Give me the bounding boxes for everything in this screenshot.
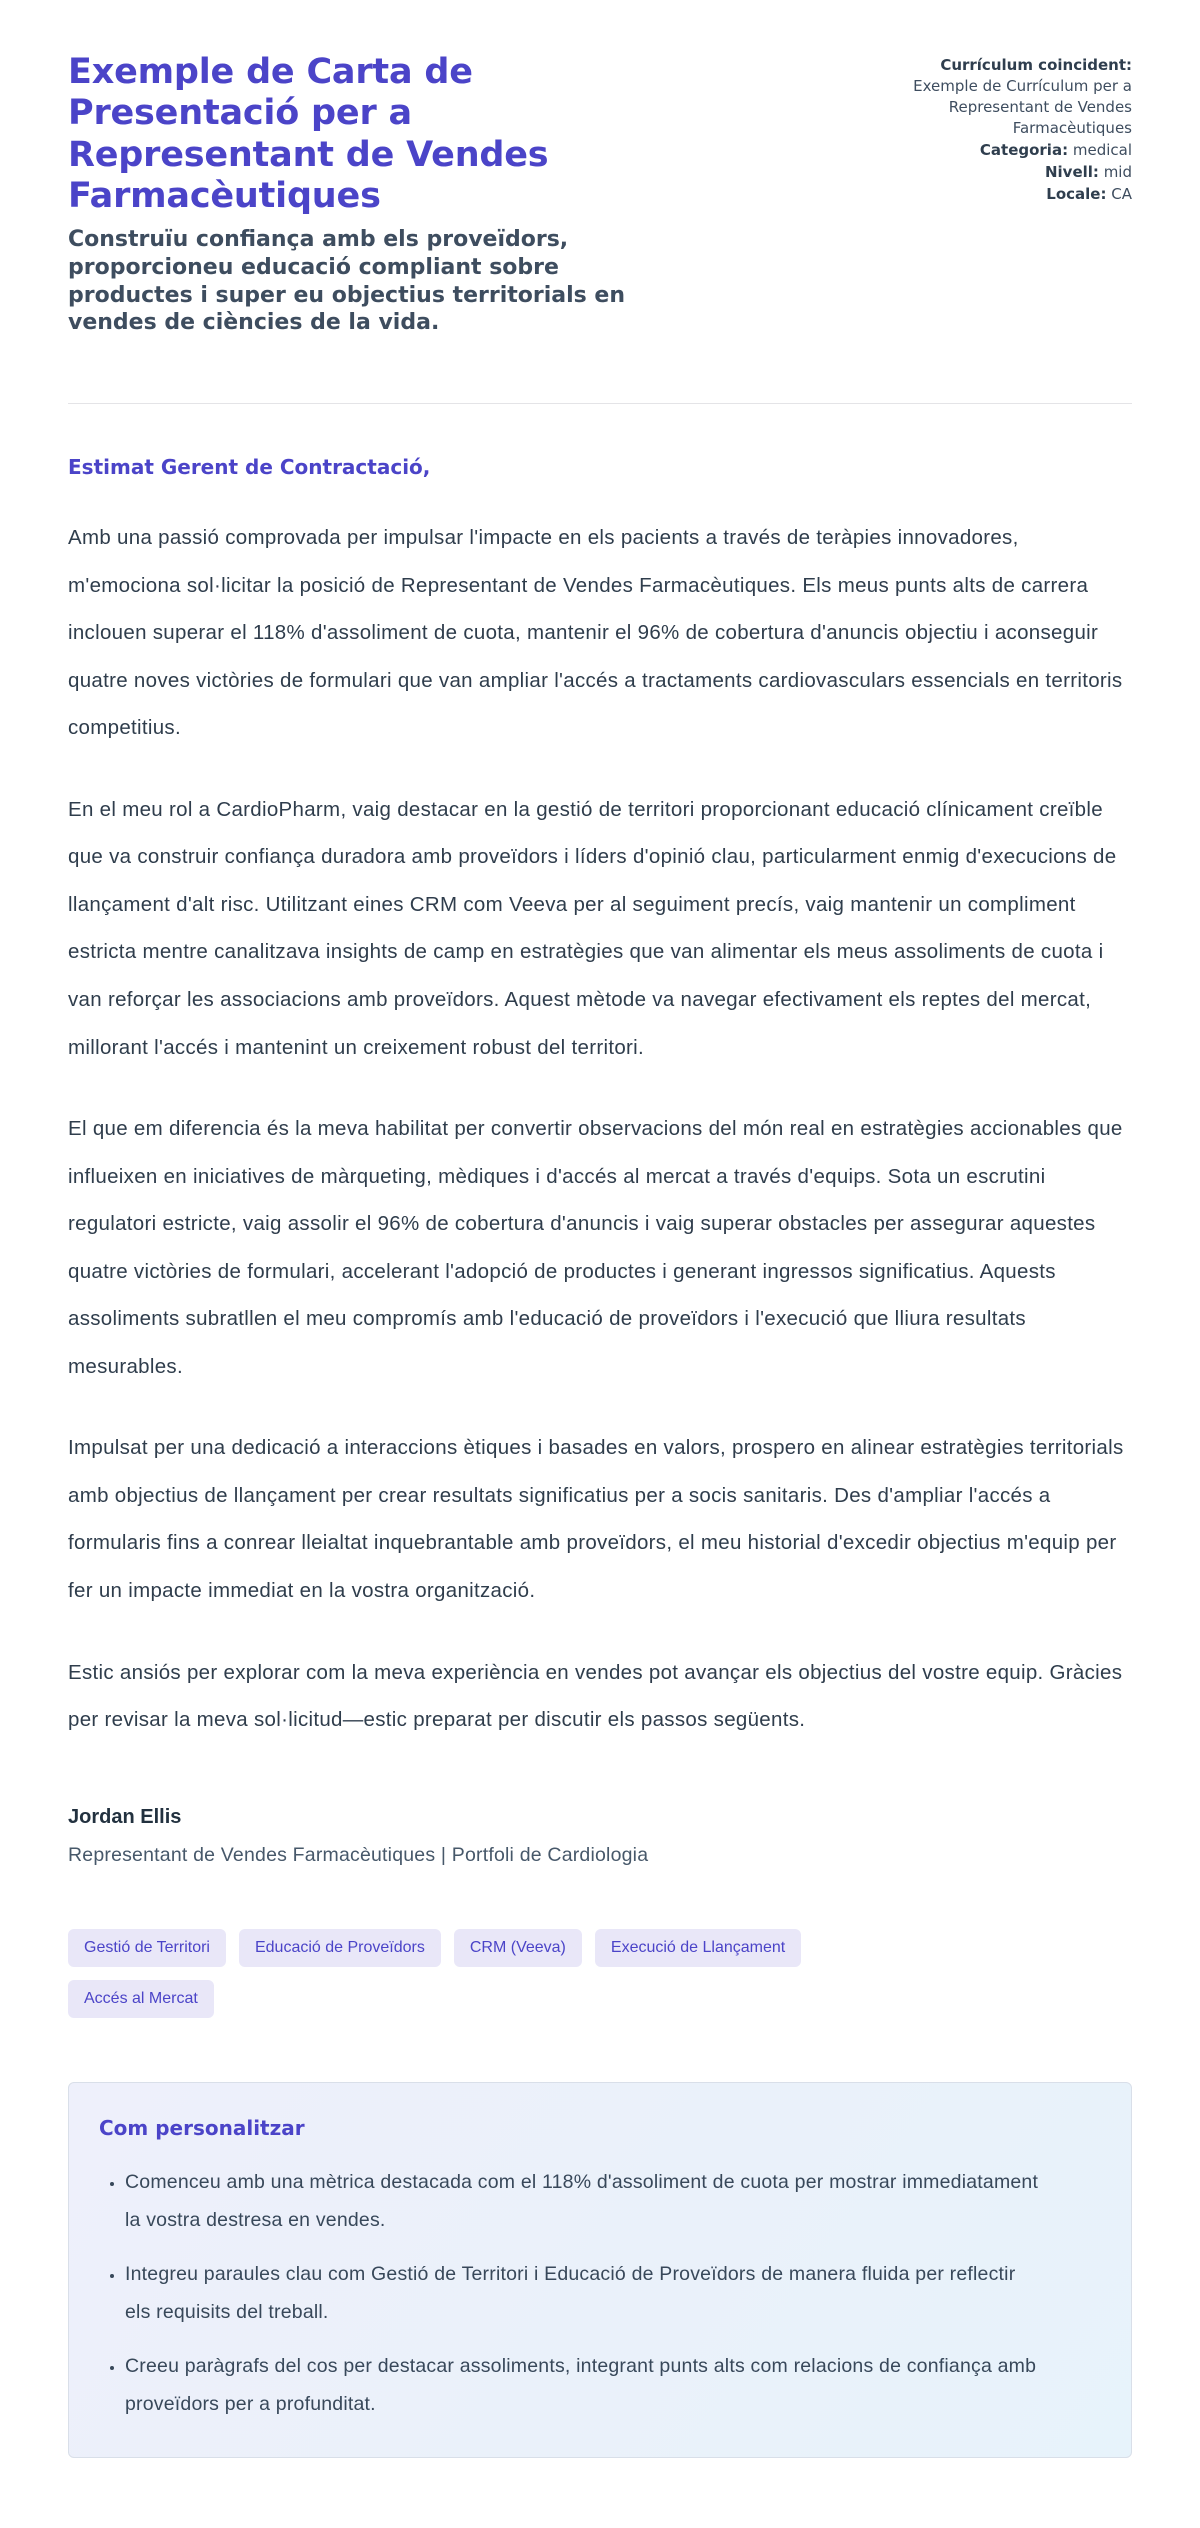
title-block [68,52,688,337]
meta-level [832,162,1132,183]
meta-resume-value: Exemple de Currículum per a Representant de Vendes Farmacèutiques [913,77,1132,137]
meta-locale [832,184,1132,205]
skill-tags [68,1929,868,2018]
tip-item: • Integreu paraules clau com Gestió de Territori i Educació de Proveïdors de manera fluida per reflectir els requisits del treball. [125,2255,1039,2331]
skill-tag: Gestió de Territori [68,1929,226,1967]
letter-paragraph: En el meu rol a CardioPharm, vaig destacar en la gestió de territori proporcionant educació clínicament creïble que va construir confiança duradora amb proveïdors i líders d'opinió clau, particularment enmig d'execucions de llançament d'alt risc. Utilitzant eines CRM com Veeva per al seguiment precís, vaig mantenir un compliment estricta mentre canalitzava insights de camp en estratègies que van alimentar els meus assoliments de cuota i van reforçar les associacions amb proveïdors. Aquest mètode va navegar efectivament els reptes del mercat, millorant l'accés i mantenint un creixement robust del territori. [68,797,1117,1059]
meta-level-label: Nivell: [1044,163,1099,181]
meta-level-value: mid [1103,163,1132,181]
tips-list [99,2163,1039,2423]
letter-paragraph: Estic ansiós per explorar com la meva experiència en vendes pot avançar els objectius del vostre equip. Gràcies per revisar la meva sol·licitud—estic preparat per discutir els passos següents. [68,1660,1123,1732]
meta-resume-label-text: Currículum coincident: [940,56,1132,74]
skill-tag: CRM (Veeva) [454,1929,582,1967]
meta-category-label: Categoria: [979,141,1069,159]
meta-category [832,140,1132,161]
meta-panel [832,52,1132,205]
page-subtitle: Construïu confiança amb els proveïdors, proporcioneu educació compliant sobre productes i super eu objectius territorials en vendes de ciències de la vida. [68,227,625,336]
letter-paragraph: Impulsat per una dedicació a interaccions ètiques i basades en valors, prospero en alinear estratègies territorials amb objectius de llançament per crear resultats significatius per a socis sanitaris. Des d'ampliar l'accés a formularis fins a conrear lleialtat inquebrantable amb proveïdors, el meu historial d'excedir objectius m'equip per fer un impacte immediat en la vostra organització. [68,1436,1124,1602]
tip-item: • Comenceu amb una mètrica destacada com el 118% d'assoliment de cuota per mostrar immediatament la vostra destresa en vendes. [125,2163,1039,2239]
header-divider [68,403,1132,404]
skill-tag: Educació de Proveïdors [239,1929,441,1967]
letter-greeting: Estimat Gerent de Contractació, [68,455,431,480]
customization-tips-box [68,2082,1132,2458]
meta-resume-label [832,55,1132,76]
meta-category-value: medical [1072,141,1132,159]
skill-tag: Execució de Llançament [595,1929,801,1967]
letter-paragraph: El que em diferencia és la meva habilitat per convertir observacions del món real en estratègies accionables que influeixen en iniciatives de màrqueting, mèdiques i d'accés al mercat a través d'equips. Sota un escrutini regulatori estricte, vaig assolir el 96% de cobertura d'anuncis i vaig superar obstacles per assegurar aquestes quatre victòries de formulari, accelerant l'adopció de productes i generant ingressos significatius. Aquests assoliments subratllen el meu compromís amb l'educació de proveïdors i l'execució que lliura resultats mesurables. [68,1117,1123,1378]
page-title: Exemple de Carta de Presentació per a Representant de Vendes Farmacèutiques [68,52,549,216]
page-header [68,52,1132,337]
tip-item: • Creeu paràgrafs del cos per destacar assoliments, integrant punts alts com relacions de confiança amb proveïdors per a profunditat. [125,2347,1039,2423]
signature-name: Jordan Ellis [68,1805,182,1828]
meta-locale-label: Locale: [1046,185,1107,203]
skill-tag: Accés al Mercat [68,1980,214,2018]
tips-heading: Com personalitzar [99,2115,305,2140]
meta-locale-value: CA [1111,185,1132,203]
letter-body [68,454,1132,1867]
signature-role: Representant de Vendes Farmacèutiques | Portfoli de Cardiologia [68,1843,649,1866]
letter-paragraph: Amb una passió comprovada per impulsar l'impacte en els pacients a través de teràpies innovadores, m'emociona sol·licitar la posició de Representant de Vendes Farmacèutiques. Els meus punts alts de carrera inclouen superar el 118% d'assoliment de cuota, mantenir el 96% de cobertura d'anuncis objectiu i aconseguir quatre noves victòries de formulari que van ampliar l'accés a tractaments cardiovasculars essencials en territoris competitius. [68,526,1123,740]
